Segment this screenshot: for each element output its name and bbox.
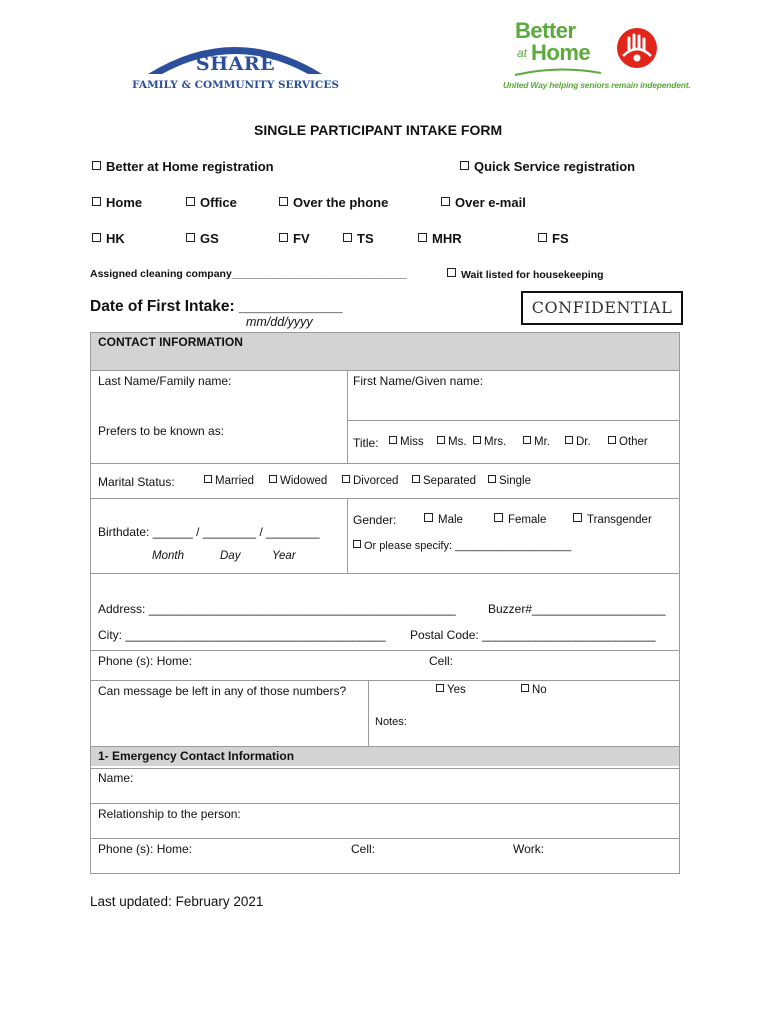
- title-option-other[interactable]: [608, 436, 648, 448]
- title-mrs-label: Mrs.: [484, 436, 507, 448]
- message-no-checkbox[interactable]: [521, 684, 529, 692]
- united-way-hand-icon: [615, 26, 659, 70]
- code-ts[interactable]: [343, 231, 374, 246]
- gender-option-female[interactable]: [494, 513, 546, 526]
- method-office-label: Office: [200, 195, 237, 210]
- marital-option-separated[interactable]: [412, 475, 476, 487]
- code-gs-label: GS: [200, 231, 219, 246]
- emergency-section-title: 1- Emergency Contact Information: [98, 749, 295, 763]
- wait-listed-label: Wait listed for housekeeping: [461, 269, 604, 281]
- quick-service-registration-label: Quick Service registration: [474, 159, 636, 174]
- code-mhr[interactable]: [418, 231, 462, 246]
- marital-widowed-label: Widowed: [280, 475, 328, 487]
- marital-divorced-label: Divorced: [353, 475, 399, 487]
- birthdate-field[interactable]: Birthdate: ______ / ________ / ________: [98, 525, 320, 539]
- code-ts-checkbox[interactable]: [343, 233, 352, 242]
- method-phone-label: Over the phone: [293, 195, 389, 210]
- gender-male-checkbox[interactable]: [424, 513, 433, 522]
- better-at-home-word-home: Home: [531, 40, 591, 65]
- share-logo-name: SHARE: [195, 53, 276, 75]
- emergency-relationship-label: Relationship to the person:: [98, 807, 241, 821]
- title-dr-label: Dr.: [576, 436, 591, 448]
- first-name-label: First Name/Given name:: [353, 374, 484, 388]
- title-other-label: Other: [619, 436, 648, 448]
- title-mr-checkbox[interactable]: [523, 436, 531, 444]
- emergency-phone-home-label: Phone (s): Home:: [98, 842, 193, 856]
- emergency-name-label: Name:: [98, 771, 134, 785]
- marital-single-label: Single: [499, 475, 531, 487]
- gender-other-checkbox[interactable]: [353, 540, 361, 548]
- share-logo: [128, 28, 343, 96]
- share-logo-subtitle: FAMILY & COMMUNITY SERVICES: [132, 79, 339, 91]
- birth-day-hint: Day: [220, 550, 241, 562]
- buzzer-field[interactable]: Buzzer#____________________: [488, 602, 666, 616]
- birth-year-hint: Year: [272, 550, 296, 562]
- title-mrs-checkbox[interactable]: [473, 436, 481, 444]
- message-yes-label: Yes: [447, 684, 466, 696]
- method-home-label: Home: [106, 195, 143, 210]
- title-option-miss[interactable]: [389, 436, 424, 448]
- message-option-no[interactable]: [521, 684, 547, 696]
- method-home-checkbox[interactable]: [92, 197, 101, 206]
- method-office[interactable]: [186, 195, 237, 210]
- code-fs[interactable]: [538, 231, 569, 246]
- code-fv-label: FV: [293, 231, 310, 246]
- method-email[interactable]: [441, 195, 526, 210]
- gender-female-checkbox[interactable]: [494, 513, 503, 522]
- emergency-work-label: Work:: [513, 842, 545, 856]
- code-fv[interactable]: [279, 231, 310, 246]
- method-phone[interactable]: [279, 195, 388, 210]
- better-at-home-logo: [503, 18, 691, 94]
- marital-divorced-checkbox[interactable]: [342, 475, 350, 483]
- quick-service-registration[interactable]: [460, 159, 635, 174]
- message-yes-checkbox[interactable]: [436, 684, 444, 692]
- last-updated: Last updated: February 2021: [90, 894, 264, 909]
- date-of-first-intake-field[interactable]: Date of First Intake: ____________: [90, 298, 343, 315]
- title-miss-checkbox[interactable]: [389, 436, 397, 444]
- code-fs-label: FS: [552, 231, 569, 246]
- marital-married-label: Married: [215, 475, 254, 487]
- marital-married-checkbox[interactable]: [204, 475, 212, 483]
- confidential-stamp: CONFIDENTIAL: [521, 291, 683, 325]
- code-hk-label: HK: [106, 231, 125, 246]
- gender-transgender-label: Transgender: [587, 514, 652, 526]
- gender-other-label: Or please specify: ___________________: [364, 540, 572, 552]
- title-other-checkbox[interactable]: [608, 436, 616, 444]
- quick-service-registration-checkbox[interactable]: [460, 161, 469, 170]
- title-label: Title:: [353, 436, 379, 450]
- marital-option-married[interactable]: [204, 475, 254, 487]
- better-at-home-swoosh-icon: [513, 67, 603, 79]
- code-mhr-checkbox[interactable]: [418, 233, 427, 242]
- title-ms-checkbox[interactable]: [437, 436, 445, 444]
- phone-home-label: Phone (s): Home:: [98, 654, 193, 668]
- title-mr-label: Mr.: [534, 436, 550, 448]
- phone-cell-label: Cell:: [429, 654, 454, 668]
- better-at-home-registration-checkbox[interactable]: [92, 161, 101, 170]
- postal-code-field[interactable]: Postal Code: __________________________: [410, 628, 656, 642]
- marital-status-label: Marital Status:: [98, 475, 175, 489]
- title-option-mr[interactable]: [523, 436, 550, 448]
- message-no-label: No: [532, 684, 547, 696]
- marital-widowed-checkbox[interactable]: [269, 475, 277, 483]
- wait-listed[interactable]: [447, 268, 604, 281]
- method-email-checkbox[interactable]: [441, 197, 450, 206]
- gender-female-label: Female: [508, 514, 547, 526]
- title-option-dr[interactable]: [565, 436, 591, 448]
- title-option-mrs[interactable]: [473, 436, 506, 448]
- code-gs-checkbox[interactable]: [186, 233, 195, 242]
- method-office-checkbox[interactable]: [186, 197, 195, 206]
- notes-label: Notes:: [375, 716, 407, 728]
- code-ts-label: TS: [357, 231, 374, 246]
- wait-listed-checkbox[interactable]: [447, 268, 456, 277]
- date-format-hint: mm/dd/yyyy: [246, 315, 313, 329]
- better-at-home-registration-label: Better at Home registration: [106, 159, 274, 174]
- code-hk-checkbox[interactable]: [92, 233, 101, 242]
- message-option-yes[interactable]: [436, 684, 466, 696]
- gender-transgender-checkbox[interactable]: [573, 513, 582, 522]
- code-hk[interactable]: [92, 231, 125, 246]
- marital-option-widowed[interactable]: [269, 475, 327, 487]
- title-miss-label: Miss: [400, 436, 424, 448]
- better-at-home-tagline: United Way helping seniors remain independent.: [503, 80, 691, 90]
- code-fs-checkbox[interactable]: [538, 233, 547, 242]
- contact-section-title: CONTACT INFORMATION: [98, 335, 243, 349]
- form-title: SINGLE PARTICIPANT INTAKE FORM: [254, 122, 503, 138]
- gender-other-specify[interactable]: [353, 540, 571, 552]
- title-ms-label: Ms.: [448, 436, 467, 448]
- address-field[interactable]: Address: ______________________________________________: [98, 602, 456, 616]
- title-option-ms[interactable]: [437, 436, 467, 448]
- marital-single-checkbox[interactable]: [488, 475, 496, 483]
- code-mhr-label: MHR: [432, 231, 462, 246]
- marital-option-single[interactable]: [488, 475, 531, 487]
- better-at-home-word-better: Better: [515, 18, 576, 43]
- emergency-cell-label: Cell:: [351, 842, 376, 856]
- last-name-label: Last Name/Family name:: [98, 374, 232, 388]
- gender-option-transgender[interactable]: [573, 513, 652, 526]
- title-dr-checkbox[interactable]: [565, 436, 573, 444]
- gender-label: Gender:: [353, 513, 397, 527]
- method-email-label: Over e-mail: [455, 195, 526, 210]
- assigned-cleaning-company-field[interactable]: Assigned cleaning company______________________________: [90, 268, 407, 280]
- gender-male-label: Male: [438, 514, 463, 526]
- known-as-label: Prefers to be known as:: [98, 424, 225, 438]
- method-phone-checkbox[interactable]: [279, 197, 288, 206]
- marital-separated-checkbox[interactable]: [412, 475, 420, 483]
- better-at-home-word-at: at: [517, 46, 528, 60]
- gender-option-male[interactable]: [424, 513, 463, 526]
- birth-month-hint: Month: [152, 550, 184, 562]
- code-fv-checkbox[interactable]: [279, 233, 288, 242]
- city-field[interactable]: City: _______________________________________: [98, 628, 386, 642]
- method-home[interactable]: [92, 195, 142, 210]
- marital-separated-label: Separated: [423, 475, 477, 487]
- message-question: Can message be left in any of those numbers?: [98, 684, 347, 698]
- better-at-home-registration[interactable]: [92, 159, 274, 174]
- marital-option-divorced[interactable]: [342, 475, 398, 487]
- code-gs[interactable]: [186, 231, 219, 246]
